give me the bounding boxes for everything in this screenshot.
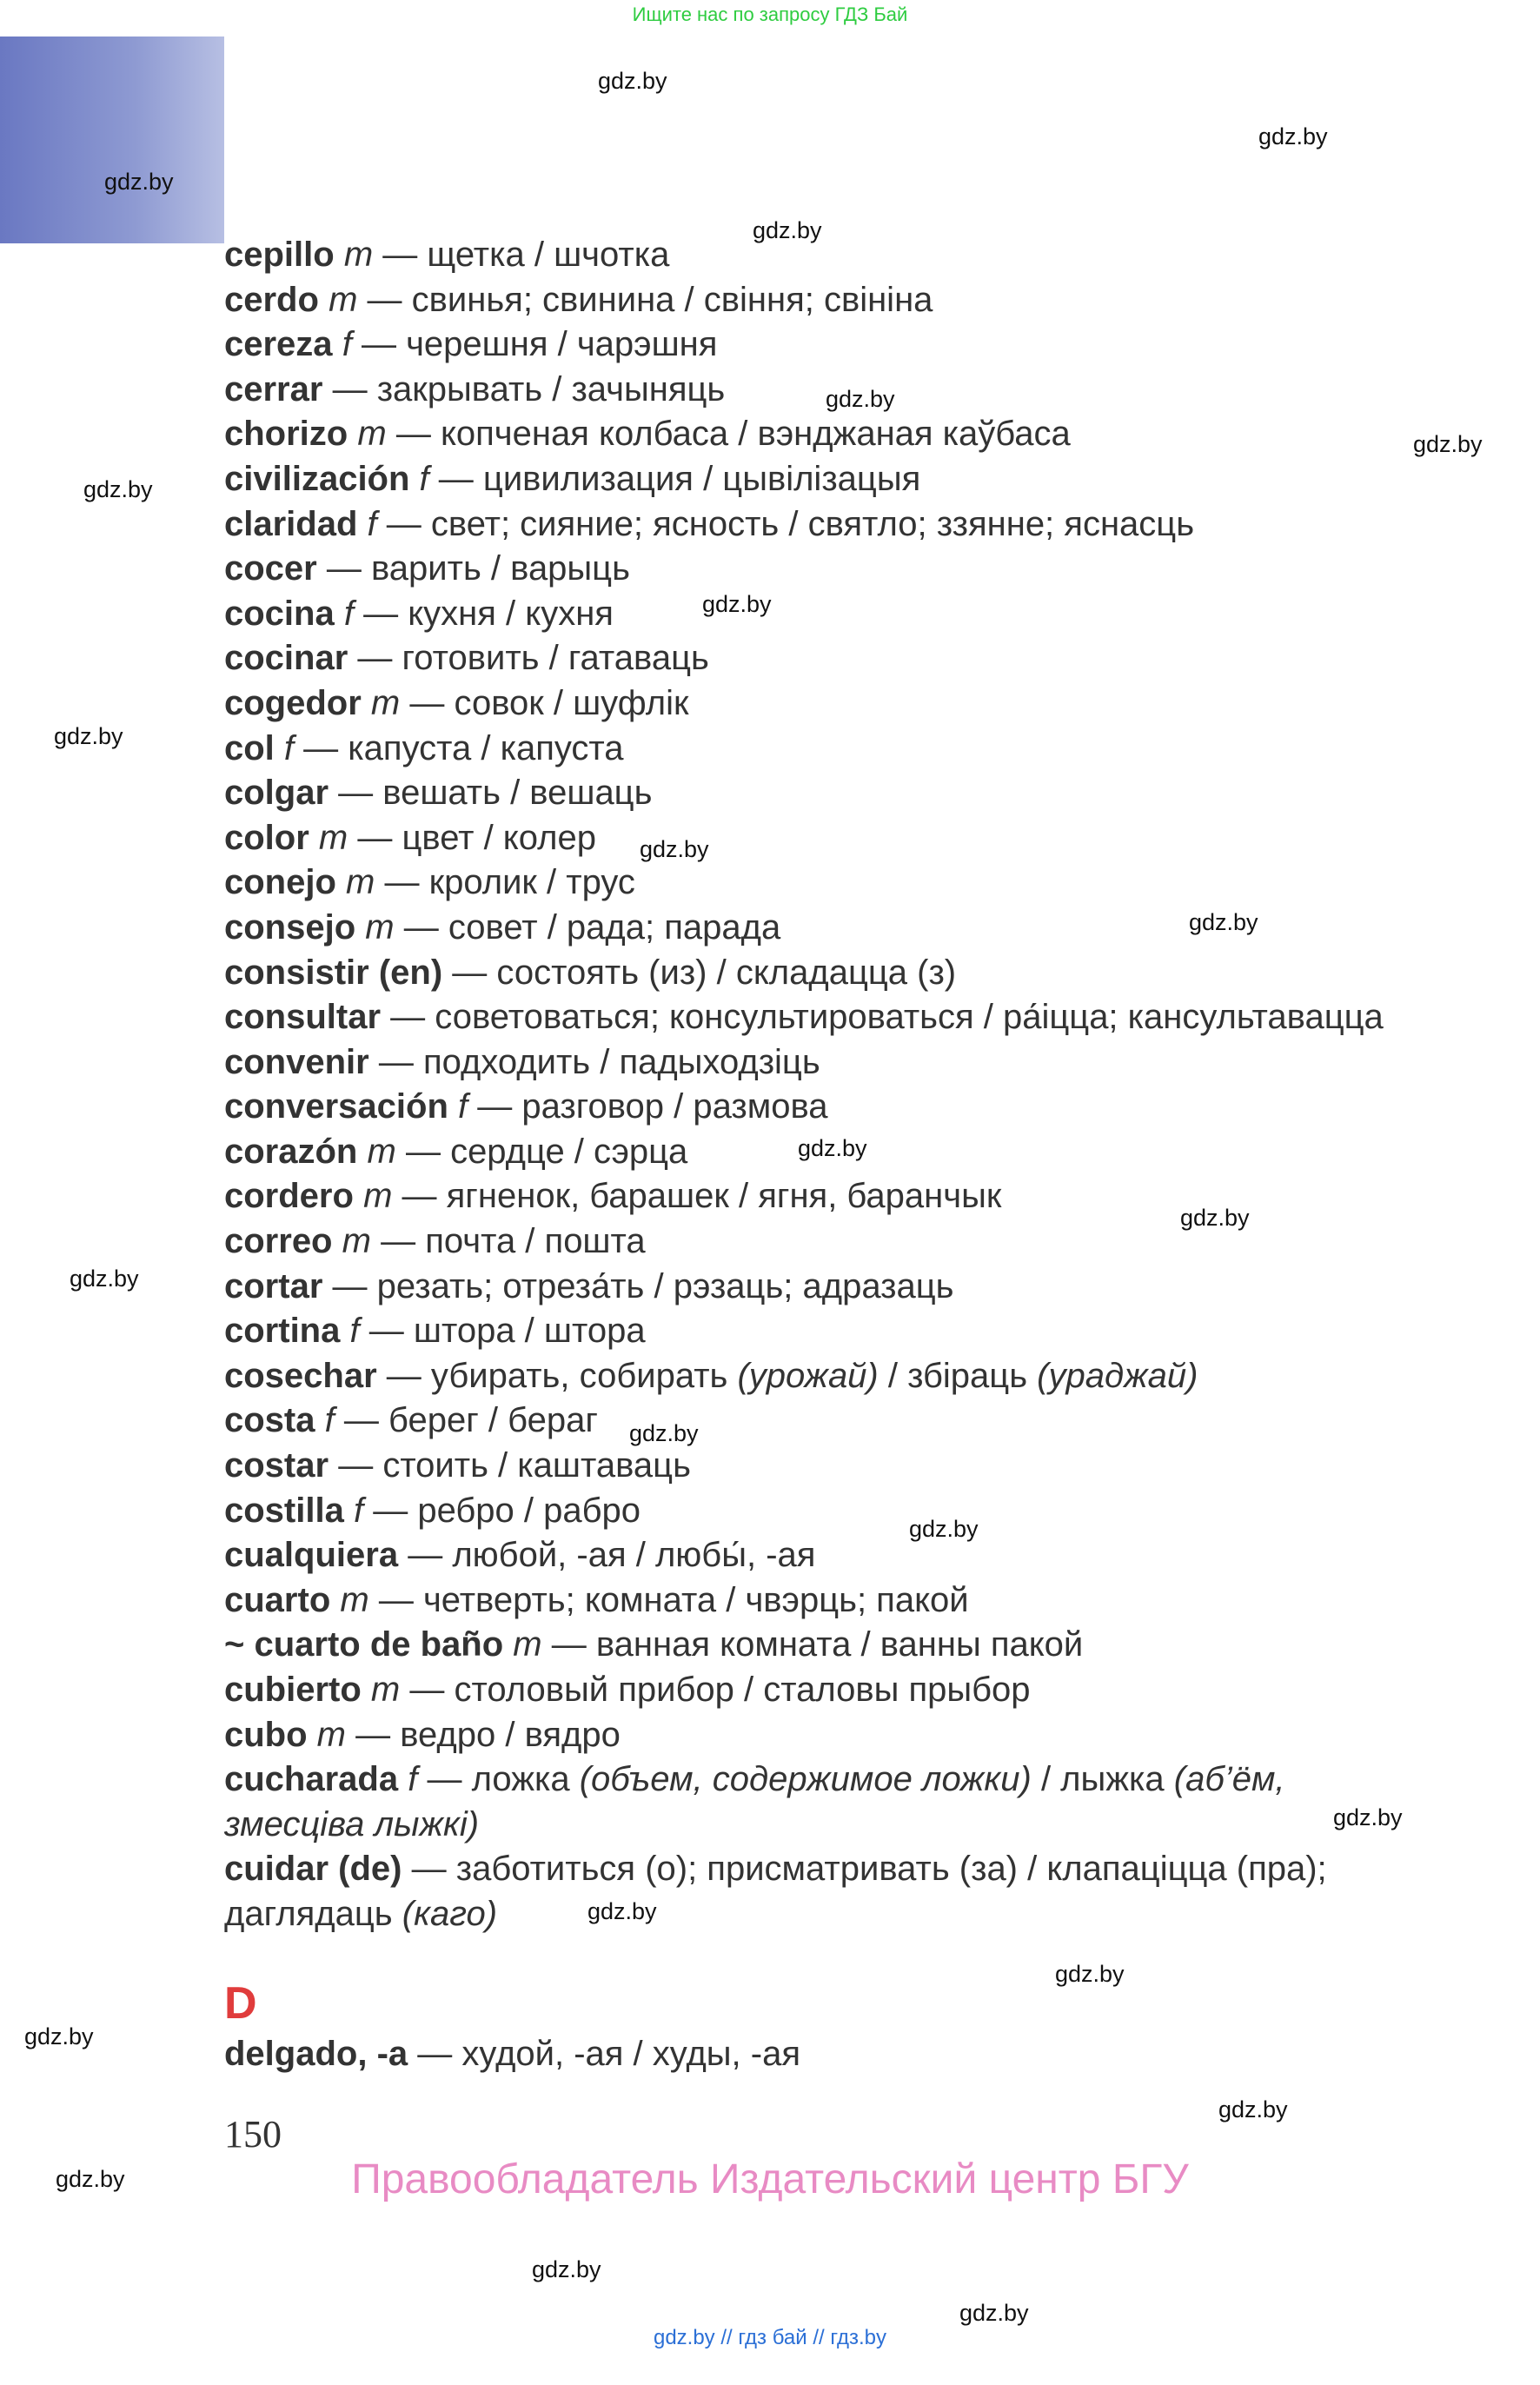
dash: — bbox=[386, 1356, 422, 1395]
dictionary-entry bbox=[224, 1847, 1380, 1937]
dash: — bbox=[417, 2035, 453, 2073]
gender-mark: m bbox=[316, 1715, 346, 1754]
translation: подходить / падыходзіць bbox=[422, 1042, 820, 1081]
headword: chorizo bbox=[224, 415, 348, 454]
dash: — bbox=[357, 639, 393, 678]
headword: cubierto bbox=[224, 1671, 362, 1709]
translation: убирать, собирать bbox=[430, 1356, 728, 1395]
gender-mark: m bbox=[342, 1222, 371, 1261]
gender-mark: m bbox=[367, 1132, 396, 1171]
dictionary-entry bbox=[224, 1489, 1441, 1534]
translation: ребро / рабро bbox=[417, 1491, 641, 1530]
translation: вешать / вешаць bbox=[382, 774, 653, 813]
watermark: gdz.by bbox=[70, 1266, 139, 1292]
dash: — bbox=[378, 1580, 414, 1619]
dictionary-entry bbox=[224, 681, 1441, 727]
translation: советоваться; консультироваться / ра́іцца; кансультавацца bbox=[435, 998, 1384, 1037]
watermark: gdz.by bbox=[753, 217, 822, 243]
dash: — bbox=[395, 415, 431, 454]
watermark: gdz.by bbox=[587, 1898, 657, 1924]
gender-mark: m bbox=[343, 236, 374, 274]
translation: четверть; комната / чвэрць; пакой bbox=[422, 1580, 969, 1619]
dash: — bbox=[551, 1625, 587, 1664]
gender-mark: m bbox=[340, 1580, 369, 1619]
dash: — bbox=[438, 459, 474, 498]
gender-mark: f bbox=[408, 1760, 418, 1799]
watermark: gdz.by bbox=[1189, 909, 1258, 935]
gender-mark: m bbox=[346, 863, 375, 902]
dictionary-entry bbox=[224, 412, 1441, 457]
dash: — bbox=[402, 1177, 437, 1216]
watermark: gdz.by bbox=[1055, 1961, 1125, 1987]
dictionary-entry bbox=[224, 727, 1441, 772]
dictionary-entry bbox=[224, 1265, 1441, 1310]
translation: штора / штора bbox=[413, 1312, 646, 1351]
gender-mark: f bbox=[343, 594, 354, 633]
dash: — bbox=[409, 1671, 445, 1709]
headword: consultar bbox=[224, 998, 382, 1037]
headword: costa bbox=[224, 1401, 315, 1440]
copyright-notice: Правообладатель Издательский центр БГУ bbox=[351, 2156, 1189, 2202]
gender-mark: m bbox=[329, 280, 358, 319]
dictionary-entry bbox=[224, 2032, 800, 2077]
watermark: gdz.by bbox=[104, 169, 174, 195]
headword: claridad bbox=[224, 504, 358, 543]
corner-decoration bbox=[0, 37, 224, 243]
gender-mark: m bbox=[370, 1671, 401, 1709]
dictionary-entry bbox=[224, 1085, 1441, 1130]
dictionary-entry bbox=[224, 771, 1441, 816]
headword: cordero bbox=[224, 1177, 354, 1216]
gender-mark: f bbox=[458, 1087, 468, 1126]
dictionary-entry bbox=[224, 278, 1441, 323]
headword: costilla bbox=[224, 1491, 344, 1530]
translation: ведро / вядро bbox=[400, 1715, 621, 1754]
translation: разговор / размова bbox=[521, 1087, 828, 1126]
translation: худой, -ая / худы, -ая bbox=[461, 2035, 800, 2073]
dictionary-entry bbox=[224, 951, 1441, 996]
watermark: gdz.by bbox=[826, 386, 895, 412]
dictionary-entry bbox=[224, 502, 1441, 548]
gender-mark: m bbox=[363, 1177, 393, 1216]
translation: совет / рада; парада bbox=[448, 907, 781, 947]
translation: цивилизация / цывілізацыя bbox=[482, 459, 921, 498]
dash: — bbox=[477, 1087, 513, 1126]
headword: delgado, -a bbox=[224, 2035, 408, 2073]
watermark: gdz.by bbox=[56, 2166, 125, 2192]
dictionary-entry bbox=[224, 1713, 1441, 1758]
dictionary-entry bbox=[224, 1757, 1380, 1847]
dash: — bbox=[355, 1715, 391, 1754]
translation: берег / бераг bbox=[388, 1401, 598, 1440]
dictionary-entry bbox=[224, 1354, 1441, 1399]
watermark: gdz.by bbox=[640, 836, 709, 862]
translation: почта / пошта bbox=[425, 1222, 646, 1261]
gender-mark: f bbox=[283, 728, 295, 767]
dictionary-entry bbox=[224, 1668, 1441, 1713]
dictionary-entry bbox=[224, 1130, 1441, 1175]
dash: — bbox=[343, 1401, 379, 1440]
dash: — bbox=[357, 818, 393, 857]
headword: cuidar (de) bbox=[224, 1850, 402, 1889]
headword: consejo bbox=[224, 907, 356, 947]
dash: — bbox=[368, 1312, 404, 1351]
headword: col bbox=[224, 728, 275, 767]
dictionary-entry bbox=[224, 995, 1441, 1040]
dictionary-entry bbox=[224, 1444, 1441, 1489]
headword: cerdo bbox=[224, 280, 319, 319]
headword: conversación bbox=[224, 1087, 448, 1126]
translation: столовый прибор / сталовы прыбор bbox=[454, 1671, 1031, 1709]
dictionary-entry bbox=[224, 322, 1441, 368]
gender-mark: f bbox=[367, 504, 377, 543]
dash: — bbox=[405, 1132, 441, 1171]
dash: — bbox=[378, 1042, 414, 1081]
dash: — bbox=[427, 1760, 462, 1799]
dash: — bbox=[381, 1222, 416, 1261]
dash: — bbox=[367, 280, 402, 319]
dash: — bbox=[408, 1536, 443, 1575]
dictionary-list-d bbox=[224, 2032, 800, 2077]
gender-mark: f bbox=[419, 459, 429, 498]
dash: — bbox=[390, 998, 426, 1037]
watermark: gdz.by bbox=[1180, 1205, 1250, 1231]
dash: — bbox=[452, 953, 488, 992]
watermark: gdz.by bbox=[629, 1420, 699, 1446]
dictionary-entry bbox=[224, 1309, 1441, 1354]
translation: сердце / сэрца bbox=[450, 1132, 688, 1171]
headword: conejo bbox=[224, 863, 336, 902]
gender-mark: m bbox=[318, 818, 348, 857]
headword: cocina bbox=[224, 594, 335, 633]
watermark: gdz.by bbox=[959, 2300, 1029, 2326]
headword: cuarto bbox=[224, 1580, 331, 1619]
dash: — bbox=[361, 325, 396, 364]
headword: cerrar bbox=[224, 369, 323, 409]
headword: cereza bbox=[224, 325, 333, 364]
dictionary-entry bbox=[224, 547, 1441, 592]
watermark: gdz.by bbox=[1258, 123, 1328, 149]
translation: заботиться (о); присматривать (за) / клапаціцца (пра); даглядаць bbox=[224, 1850, 1327, 1933]
headword: cortina bbox=[224, 1312, 341, 1351]
headword: cortar bbox=[224, 1266, 323, 1305]
dictionary-entry bbox=[224, 860, 1441, 906]
dictionary-entry bbox=[224, 1623, 1441, 1668]
watermark: gdz.by bbox=[1218, 2096, 1288, 2123]
dictionary-entry bbox=[224, 816, 1441, 861]
translation: копченая колбаса / вэнджаная каўбаса bbox=[440, 415, 1071, 454]
translation: / лыжка bbox=[1040, 1760, 1165, 1799]
translation: варить / варыць bbox=[371, 549, 630, 588]
translation: свинья; свинина / свіння; свініна bbox=[411, 280, 933, 319]
dictionary-entry bbox=[224, 457, 1441, 502]
translation: щетка / шчотка bbox=[427, 236, 670, 274]
headword: cogedor bbox=[224, 683, 362, 722]
translation: стоить / каштаваць bbox=[382, 1446, 691, 1485]
dictionary-entry bbox=[224, 233, 1441, 278]
watermark: gdz.by bbox=[532, 2256, 601, 2282]
dictionary-entry bbox=[224, 1578, 1441, 1624]
headword: cosechar bbox=[224, 1356, 377, 1395]
dictionary-entry bbox=[224, 1533, 1441, 1578]
page-number: 150 bbox=[224, 2113, 282, 2156]
headword: cocinar bbox=[224, 639, 348, 678]
gender-mark: m bbox=[513, 1625, 542, 1664]
usage-note: (аб’ём, змесціва лыжкі) bbox=[224, 1760, 1285, 1844]
watermark: gdz.by bbox=[598, 68, 667, 94]
headword: cepillo bbox=[224, 236, 335, 274]
watermark: gdz.by bbox=[83, 476, 153, 502]
dash: — bbox=[411, 1850, 447, 1889]
usage-note: (каго) bbox=[402, 1894, 498, 1933]
headword: cocer bbox=[224, 549, 317, 588]
gender-mark: m bbox=[370, 683, 401, 722]
dash: — bbox=[303, 728, 339, 767]
watermark: gdz.by bbox=[909, 1516, 979, 1542]
headword: colgar bbox=[224, 774, 329, 813]
gender-mark: f bbox=[349, 1312, 360, 1351]
dictionary-entry bbox=[224, 906, 1441, 951]
dictionary-entry bbox=[224, 636, 1441, 681]
watermark: gdz.by bbox=[798, 1135, 867, 1161]
translation: свет; сияние; ясность / святло; ззянне; яснасць bbox=[430, 504, 1195, 543]
dash: — bbox=[338, 774, 374, 813]
dictionary-list bbox=[224, 233, 1441, 1937]
dictionary-entry bbox=[224, 1174, 1441, 1219]
usage-note: (ураджай) bbox=[1037, 1356, 1198, 1395]
headword: correo bbox=[224, 1222, 333, 1261]
usage-note: (объем, содержимое ложки) bbox=[579, 1760, 1032, 1799]
dictionary-entry bbox=[224, 368, 1441, 413]
bottom-links[interactable]: gdz.by // гдз бай // гдз.by bbox=[653, 2326, 887, 2349]
watermark: gdz.by bbox=[24, 2023, 94, 2050]
headword: cubo bbox=[224, 1715, 308, 1754]
dictionary-entry bbox=[224, 1398, 1441, 1444]
translation: совок / шуфлік bbox=[454, 683, 689, 722]
dash: — bbox=[332, 369, 368, 409]
gender-mark: m bbox=[357, 415, 387, 454]
translation: кухня / кухня bbox=[408, 594, 614, 633]
translation: ягненок, барашек / ягня, баранчык bbox=[446, 1177, 1002, 1216]
translation: состоять (из) / складацца (з) bbox=[496, 953, 957, 992]
translation: кролик / трус bbox=[428, 863, 635, 902]
headword: consistir (en) bbox=[224, 953, 443, 992]
translation: резать; отреза́ть / рэзаць; адразаць bbox=[376, 1266, 954, 1305]
headword: civilización bbox=[224, 459, 410, 498]
watermark: gdz.by bbox=[54, 723, 123, 749]
dash: — bbox=[332, 1266, 368, 1305]
dictionary-entry bbox=[224, 592, 1441, 637]
gender-mark: m bbox=[365, 907, 395, 947]
headword: color bbox=[224, 818, 309, 857]
dash: — bbox=[326, 549, 362, 588]
headword: cualquiera bbox=[224, 1536, 399, 1575]
dictionary-entry bbox=[224, 1040, 1441, 1086]
dash: — bbox=[403, 907, 439, 947]
translation: готовить / гатаваць bbox=[402, 639, 709, 678]
headword: corazón bbox=[224, 1132, 358, 1171]
headword: cucharada bbox=[224, 1760, 399, 1799]
usage-note: (урожай) bbox=[737, 1356, 879, 1395]
dash: — bbox=[409, 683, 445, 722]
headword: ~ cuarto de baño bbox=[224, 1625, 504, 1664]
watermark: gdz.by bbox=[702, 591, 772, 617]
dash: — bbox=[382, 236, 418, 274]
translation: капуста / капуста bbox=[348, 728, 624, 767]
headword: costar bbox=[224, 1446, 329, 1485]
dash: — bbox=[373, 1491, 408, 1530]
translation: / збіраць bbox=[887, 1356, 1028, 1395]
top-promo-link[interactable]: Ищите нас по запросу ГДЗ Бай bbox=[632, 3, 908, 25]
dash: — bbox=[338, 1446, 374, 1485]
gender-mark: f bbox=[353, 1491, 364, 1530]
translation: закрывать / зачыняць bbox=[376, 369, 726, 409]
watermark: gdz.by bbox=[1413, 431, 1483, 457]
dash: — bbox=[363, 594, 399, 633]
headword: convenir bbox=[224, 1042, 369, 1081]
dictionary-entry bbox=[224, 1219, 1441, 1265]
section-letter: D bbox=[224, 1978, 257, 2029]
dash: — bbox=[386, 504, 422, 543]
gender-mark: f bbox=[324, 1401, 335, 1440]
translation: ванная комната / ванны пакой bbox=[595, 1625, 1084, 1664]
translation: любой, -ая / любы́, -ая bbox=[452, 1536, 816, 1575]
watermark: gdz.by bbox=[1333, 1804, 1403, 1830]
translation: цвет / колер bbox=[402, 818, 596, 857]
gender-mark: f bbox=[342, 325, 352, 364]
translation: ложка bbox=[471, 1760, 570, 1799]
translation: черешня / чарэшня bbox=[406, 325, 718, 364]
dash: — bbox=[384, 863, 420, 902]
